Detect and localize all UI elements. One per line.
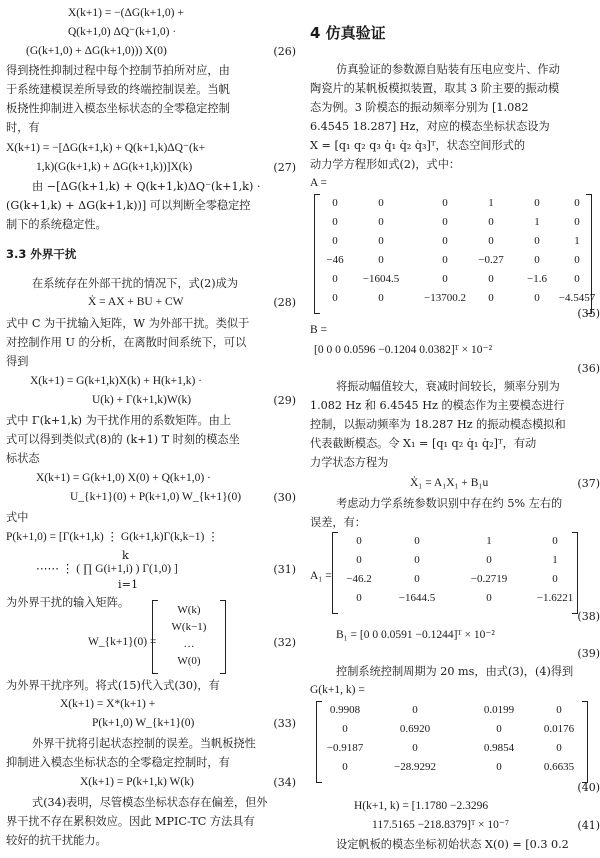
text-line: 将振动幅值较大，衰减时间较长，频率分别为 xyxy=(336,380,560,393)
text-line: Q(k+1,0) ΔQ⁻(k+1,0) · xyxy=(68,26,177,38)
g-matrix xyxy=(316,701,588,783)
matrix-cell: −0.2719 xyxy=(470,573,508,585)
matrix-cell: 1 xyxy=(488,197,494,209)
matrix-cell: −46.2 xyxy=(346,573,372,585)
matrix-cell: 0.6920 xyxy=(399,723,431,735)
matrix-cell: 0 xyxy=(414,554,420,566)
text-line: G(k+1, k) = xyxy=(310,684,365,696)
text-line: 仿真验证的参数源自贴装有压电应变片、作动 xyxy=(336,63,560,76)
text-line: 控制，以振动频率为 18.287 Hz 的振动模态模拟和 xyxy=(310,418,566,431)
matrix-cell: 1 xyxy=(486,535,492,547)
matrix-cell: 0 xyxy=(442,273,448,285)
equation-number: (26) xyxy=(273,45,296,58)
text-line: B = xyxy=(310,324,328,336)
a1-matrix xyxy=(332,532,578,614)
text-line: 较好的抗干扰能力。 xyxy=(6,834,107,847)
matrix-cell: 1 xyxy=(534,216,540,228)
text-line: 控制系统控制周期为 20 ms，由式(3)，(4)得到 xyxy=(336,665,574,678)
text-line: 式中 Γ(k+1,k) 为干扰作用的系数矩阵。由上 xyxy=(6,414,232,427)
equation-number: (31) xyxy=(273,563,296,576)
matrix-cell: 0 xyxy=(356,592,362,604)
text-line: 式中 xyxy=(6,511,29,524)
matrix-cell: 0 xyxy=(574,216,580,228)
matrix-cell: −28.9292 xyxy=(394,761,436,773)
matrix-cell: −13700.2 xyxy=(424,292,466,304)
text-line: Ẋ = AX + BU + CW xyxy=(88,296,184,308)
matrix-cell: 0 xyxy=(378,235,384,247)
text-line: X(k+1) = −[ΔG(k+1,k) + Q(k+1,k)ΔQ⁻(k+ xyxy=(6,142,206,154)
text-line: X(k+1) = X*(k+1) + xyxy=(60,698,156,710)
section-heading: 4 仿真验证 xyxy=(310,24,386,42)
matrix-cell: 0 xyxy=(332,216,338,228)
equation-number: (32) xyxy=(273,636,296,649)
matrix-cell: −1604.5 xyxy=(362,273,400,285)
section-heading: 3.3 外界干扰 xyxy=(6,247,77,261)
matrix-cell: 0 xyxy=(574,254,580,266)
text-line: A₁ = xyxy=(310,570,332,582)
matrix-cell: −46 xyxy=(326,254,344,266)
matrix-cell: 0 xyxy=(488,292,494,304)
equation-number: (28) xyxy=(273,296,296,309)
text-line: 1.082 Hz 和 6.4545 Hz 的模态作为主要模态进行 xyxy=(310,399,565,412)
text-line: X(k+1) = −(ΔG(k+1,0) + xyxy=(68,7,184,19)
text-line: [0 0 0 0.0596 −0.1204 0.0382]ᵀ × 10⁻² xyxy=(314,344,493,356)
w-vector-matrix xyxy=(152,600,226,674)
equation-number: (34) xyxy=(273,776,296,789)
text-line: 板挠性抑制进入模态坐标状态的全零稳定控制 xyxy=(6,102,230,115)
matrix-cell: 0 xyxy=(332,235,338,247)
matrix-cell: 0.9908 xyxy=(329,704,361,716)
text-line: 标状态 xyxy=(6,452,40,465)
equation-number: (35) xyxy=(577,307,600,320)
text-line: 制下的系统稳定性。 xyxy=(6,218,107,231)
text-line: 陶瓷片的某帆板模拟装置，取其 3 阶主要的振动模 xyxy=(310,82,560,95)
matrix-cell: 0 xyxy=(486,554,492,566)
text-line: 考虑动力学系统参数识别中存在约 5% 左右的 xyxy=(336,497,563,510)
matrix-cell: 0 xyxy=(412,704,418,716)
text-line: (G(k+1,0) + ΔG(k+1,0))) X(0) xyxy=(26,45,167,57)
matrix-cell: 0 xyxy=(496,761,502,773)
text-line: 为外界干扰的输入矩阵。 xyxy=(6,596,130,609)
matrix-cell: 0 xyxy=(534,235,540,247)
equation-number: (37) xyxy=(577,477,600,490)
matrix-cell: 0 xyxy=(442,235,448,247)
matrix-cell: 0 xyxy=(342,723,348,735)
matrix-cell: 0 xyxy=(488,216,494,228)
matrix-cell: −4.5457 xyxy=(558,292,596,304)
matrix-cell: 0.6635 xyxy=(543,761,575,773)
matrix-cell: … xyxy=(183,638,195,650)
text-line: 117.5165 −218.8379]ᵀ × 10⁻⁷ xyxy=(372,819,509,831)
text-line: A = xyxy=(310,177,328,189)
matrix-cell: 0 xyxy=(356,554,362,566)
equation-number: (33) xyxy=(273,717,296,730)
matrix-cell: 0 xyxy=(356,535,362,547)
matrix-cell: 0 xyxy=(534,292,540,304)
text-line: 为外界干扰序列。将式(15)代入式(30)，有 xyxy=(6,679,220,692)
text-line: 式中 C 为干扰输入矩阵，W 为外部干扰。类似于 xyxy=(6,317,250,330)
text-line: 由 −[ΔG(k+1,k) + Q(k+1,k)ΔQ⁻(k+1,k) · xyxy=(32,180,261,193)
matrix-cell: −0.9187 xyxy=(326,742,364,754)
matrix-cell: 1 xyxy=(552,554,558,566)
matrix-cell: 0 xyxy=(378,254,384,266)
a-matrix xyxy=(314,194,596,314)
equation-number: (29) xyxy=(273,394,296,407)
equation-number: (41) xyxy=(577,819,600,832)
matrix-cell: 0 xyxy=(496,723,502,735)
matrix-cell: 0 xyxy=(414,535,420,547)
text-line: 误差，有： xyxy=(310,516,366,529)
text-line: 态为例。3 阶模态的振动频率分别为 [1.082 xyxy=(310,101,529,114)
matrix-cell: 0 xyxy=(442,216,448,228)
text-line: 代表截断模态。令 X₁ = [q₁ q₂ q̇₁ q̇₂]ᵀ，有动 xyxy=(310,437,537,450)
equation-number: (27) xyxy=(273,161,296,174)
matrix-cell: 0 xyxy=(378,197,384,209)
matrix-cell: −1.6221 xyxy=(536,592,574,604)
matrix-cell: W(k) xyxy=(177,604,201,616)
matrix-cell: W(k−1) xyxy=(171,621,207,633)
matrix-cell: −0.27 xyxy=(478,254,504,266)
matrix-cell: 0 xyxy=(412,742,418,754)
text-line: 对控制作用 U 的分析，在离散时间系统下，可以 xyxy=(6,336,247,349)
text-line: X(k+1) = P(k+1,k) W(k) xyxy=(80,776,194,788)
text-line: 得到 xyxy=(6,355,29,368)
matrix-cell: 0 xyxy=(332,197,338,209)
text-line: 动力学方程形如式(2)，式中： xyxy=(310,158,461,171)
text-line: i=1 xyxy=(118,578,139,591)
matrix-cell: 0 xyxy=(332,273,338,285)
text-line: (G(k+1,k) + ΔG(k+1,k))] 可以判断全零稳定控 xyxy=(6,199,251,212)
text-line: 在系统存在外部干扰的情况下，式(2)成为 xyxy=(32,277,239,290)
text-line: 界干扰不存在累积效应。因此 MPIC-TC 方法具有 xyxy=(6,815,255,828)
equation-number: (38) xyxy=(577,610,600,623)
matrix-cell: 0 xyxy=(342,761,348,773)
text-line: H(k+1, k) = [1.1780 −2.3296 xyxy=(354,800,489,812)
text-line: B₁ = [0 0 0.0591 −0.1244]ᵀ × 10⁻² xyxy=(336,629,495,641)
text-line: 式可以得到类似式(8)的 (k+1) T 时刻的模态坐 xyxy=(6,433,240,446)
matrix-cell: 0 xyxy=(556,704,562,716)
equation-number: (36) xyxy=(577,362,600,375)
matrix-cell: 0 xyxy=(414,573,420,585)
equation-number: (39) xyxy=(577,647,600,660)
text-line: 外界干扰将引起状态控制的误差。当帆板挠性 xyxy=(32,737,256,750)
text-line: 6.4545 18.287] Hz，对应的模态坐标状态设为 xyxy=(310,120,550,133)
text-line: 式(34)表明，尽管模态坐标状态存在偏差，但外 xyxy=(32,796,268,809)
matrix-cell: 0 xyxy=(534,254,540,266)
matrix-cell: 0 xyxy=(574,197,580,209)
matrix-cell: 0 xyxy=(442,254,448,266)
matrix-cell: 0 xyxy=(486,592,492,604)
matrix-cell: 0 xyxy=(556,742,562,754)
text-line: ⋯⋯ ⋮ ( ∏ G(i+1,i) ) Γ(1,0) ] xyxy=(36,563,178,575)
text-line: U_{k+1}(0) + P(k+1,0) W_{k+1}(0) xyxy=(70,491,242,503)
equation-number: (30) xyxy=(273,491,296,504)
text-line: 于系统建模误差所导致的终端控制误差。当帆 xyxy=(6,83,230,96)
text-line: 力学状态方程为 xyxy=(310,456,389,469)
text-line: P(k+1,0) W_{k+1}(0) xyxy=(92,717,195,729)
text-line: Ẋ₁ = A₁X₁ + B₁u xyxy=(410,477,489,489)
matrix-cell: 1 xyxy=(574,235,580,247)
matrix-cell: W(0) xyxy=(177,655,201,667)
matrix-cell: −1.6 xyxy=(527,273,547,285)
text-line: X(k+1) = G(k+1,k)X(k) + H(k+1,k) · xyxy=(30,375,202,387)
matrix-cell: 0.9854 xyxy=(483,742,515,754)
matrix-cell: 0 xyxy=(488,235,494,247)
text-line: P(k+1,0) = [Γ(k+1,k) ⋮ G(k+1,k)Γ(k,k−1) ⋮ xyxy=(6,531,219,543)
matrix-cell: 0 xyxy=(552,573,558,585)
matrix-cell: 0 xyxy=(332,292,338,304)
text-line: 得到挠性抑制过程中每个控制节拍所对应，由 xyxy=(6,64,230,77)
equation-number: (40) xyxy=(577,781,600,794)
matrix-cell: 0.0176 xyxy=(543,723,575,735)
text-line: 1,k)(G(k+1,k) + ΔG(k+1,k))]X(k) xyxy=(36,161,193,173)
matrix-cell: 0 xyxy=(442,197,448,209)
matrix-cell: −1644.5 xyxy=(398,592,436,604)
text-line: k xyxy=(122,549,129,562)
matrix-cell: 0 xyxy=(488,273,494,285)
text-line: U(k) + Γ(k+1,k)W(k) xyxy=(92,394,192,406)
matrix-cell: 0 xyxy=(378,292,384,304)
text-line: 抑制进入模态坐标状态的全零稳定控制时，有 xyxy=(6,756,230,769)
matrix-cell: 0 xyxy=(534,197,540,209)
matrix-cell: 0.0199 xyxy=(483,704,515,716)
text-line: X = [q₁ q₂ q₃ q̇₁ q̇₂ q̇₃]ᵀ，状态空间形式的 xyxy=(310,139,526,152)
text-line: X(k+1) = G(k+1,0) X(0) + Q(k+1,0) · xyxy=(36,472,211,484)
text-line: W_{k+1}(0) = xyxy=(88,636,157,648)
matrix-cell: 0 xyxy=(552,535,558,547)
text-line: 设定帆板的模态坐标初始状态 X(0) = [0.3 0.2 xyxy=(336,838,569,851)
text-line: 时，有 xyxy=(6,121,40,134)
matrix-cell: 0 xyxy=(574,273,580,285)
matrix-cell: 0 xyxy=(378,216,384,228)
